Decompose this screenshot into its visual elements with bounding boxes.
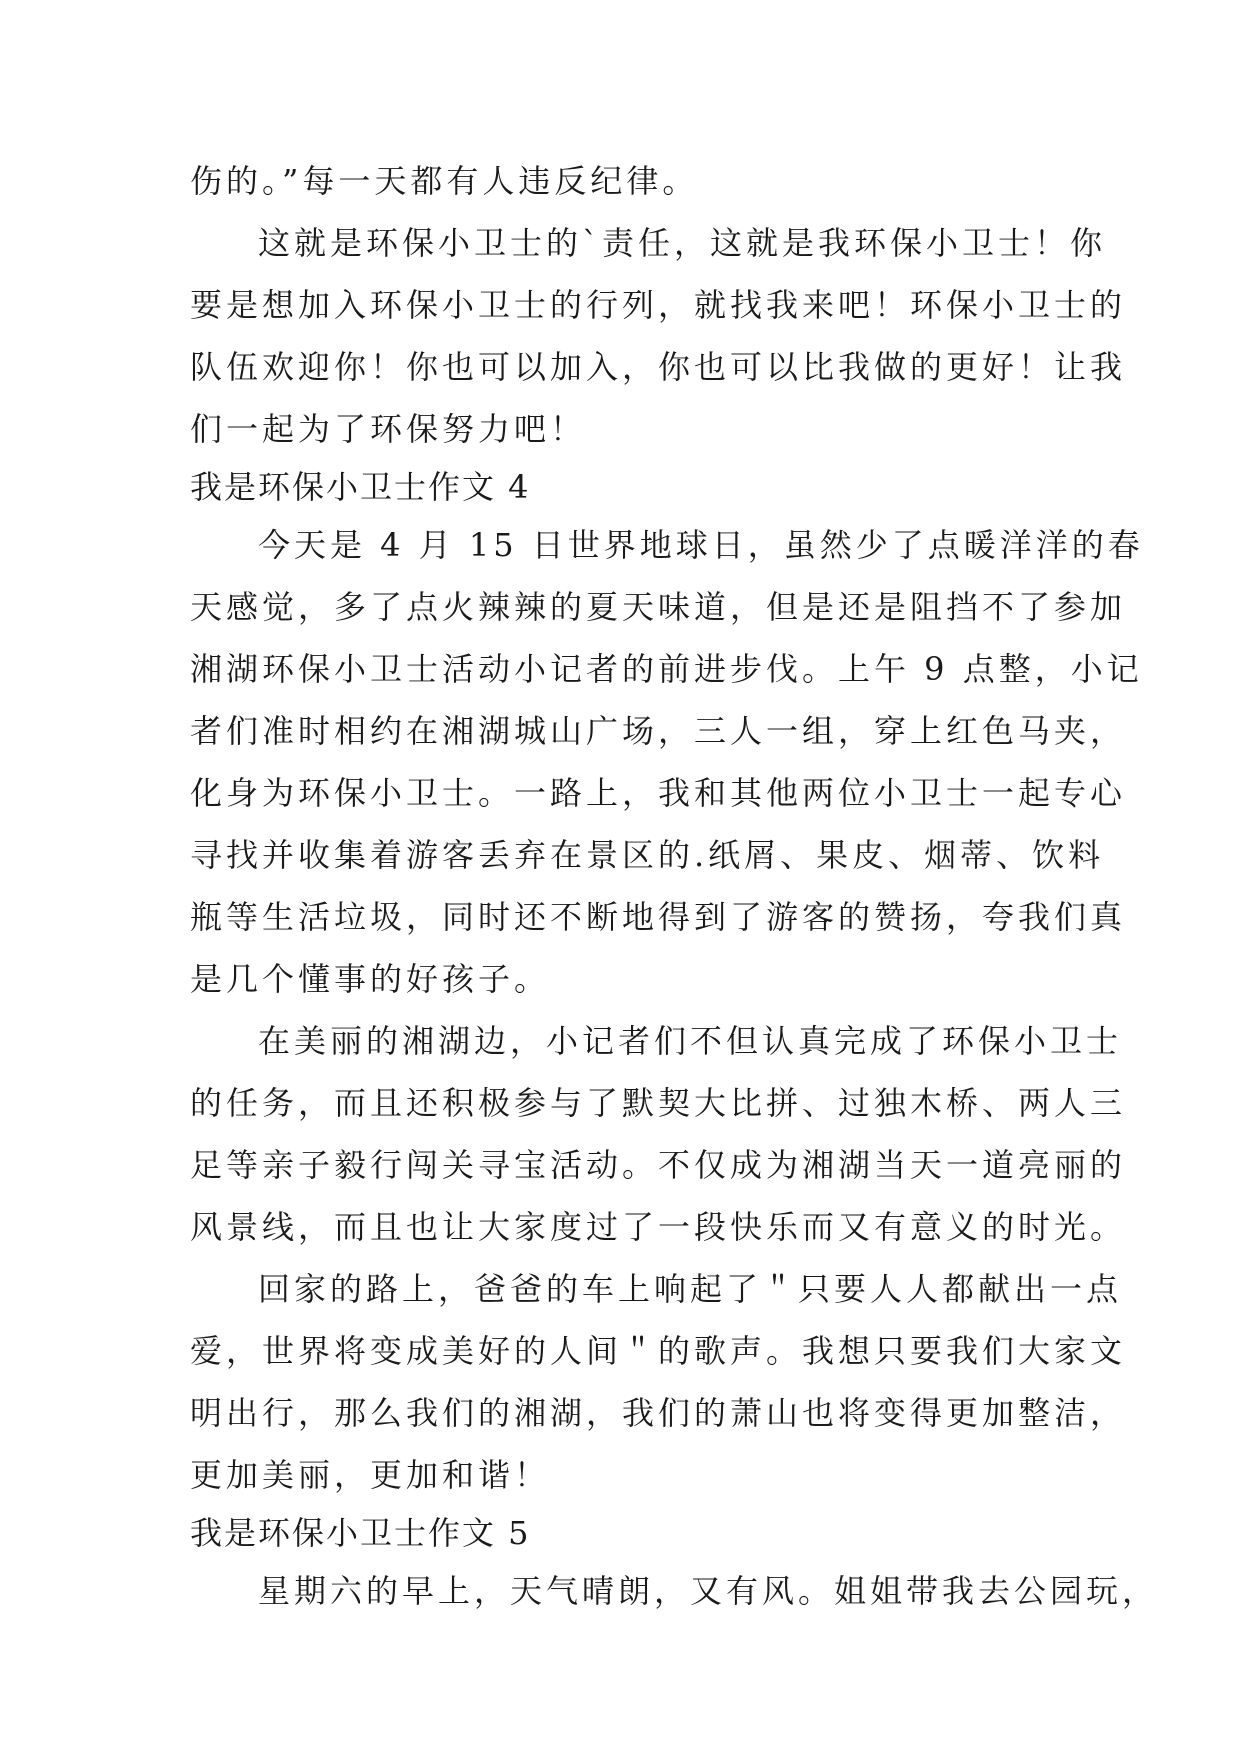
paragraph-line: 寻找并收集着游客丢弃在景区的.纸屑、果皮、烟蒂、饮料 — [190, 836, 1105, 874]
paragraph — [190, 514, 1144, 1010]
paragraph-line: 队伍欢迎你！你也可以加入，你也可以比我做的更好！让我 — [190, 348, 1127, 386]
paragraph-line: 瓶等生活垃圾，同时还不断地得到了游客的赞扬，夸我们真 — [190, 898, 1127, 936]
paragraph-line: 天感觉，多了点火辣辣的夏天味道，但是还是阻挡不了参加 — [190, 588, 1127, 626]
paragraph-line: 更加美丽，更加和谐！ — [190, 1456, 551, 1494]
paragraph-line: 要是想加入环保小卫士的行列，就找我来吧！环保小卫士的 — [190, 286, 1127, 324]
paragraph — [190, 1010, 1127, 1258]
paragraph-line: 的任务，而且还积极参与了默契大比拼、过独木桥、两人三 — [190, 1084, 1127, 1122]
paragraph-line: 这就是环保小卫士的`责任，这就是我环保小卫士！你 — [258, 224, 1107, 262]
paragraph-line: 化身为环保小卫士。一路上，我和其他两位小卫士一起专心 — [190, 774, 1127, 812]
paragraph-line: 是几个懂事的好孩子。 — [190, 960, 551, 998]
document-page — [190, 150, 1159, 1622]
paragraph-line: 今天是 4 月 15 日世界地球日，虽然少了点暖洋洋的春 — [258, 526, 1144, 564]
section-heading: 我是环保小卫士作文 5 — [190, 1514, 531, 1552]
paragraph-line: 回家的路上，爸爸的车上响起了＂只要人人都献出一点 — [258, 1270, 1123, 1308]
paragraph — [190, 1258, 1127, 1506]
paragraph — [190, 212, 1127, 460]
paragraph-line: 们一起为了环保努力吧！ — [190, 410, 587, 448]
paragraph-line: 者们准时相约在湘湖城山广场，三人一组，穿上红色马夹， — [190, 712, 1127, 750]
section-heading: 我是环保小卫士作文 4 — [190, 468, 531, 506]
paragraph-line: 湘湖环保小卫士活动小记者的前进步伐。上午 9 点整，小记 — [190, 650, 1143, 688]
paragraph-line: 在美丽的湘湖边，小记者们不但认真完成了环保小卫士 — [258, 1022, 1123, 1060]
paragraph-line: 星期六的早上，天气晴朗，又有风。姐姐带我去公园玩， — [258, 1572, 1159, 1610]
paragraph-line: 风景线，而且也让大家度过了一段快乐而又有意义的时光。 — [190, 1208, 1127, 1246]
paragraph-continuation: 伤的。”每一天都有人违反纪律。 — [190, 162, 699, 200]
paragraph — [190, 1560, 1159, 1622]
paragraph-line: 明出行，那么我们的湘湖，我们的萧山也将变得更加整洁， — [190, 1394, 1127, 1432]
paragraph-line: 足等亲子毅行闯关寻宝活动。不仅成为湘湖当天一道亮丽的 — [190, 1146, 1127, 1184]
paragraph-line: 爱，世界将变成美好的人间＂的歌声。我想只要我们大家文 — [190, 1332, 1127, 1370]
